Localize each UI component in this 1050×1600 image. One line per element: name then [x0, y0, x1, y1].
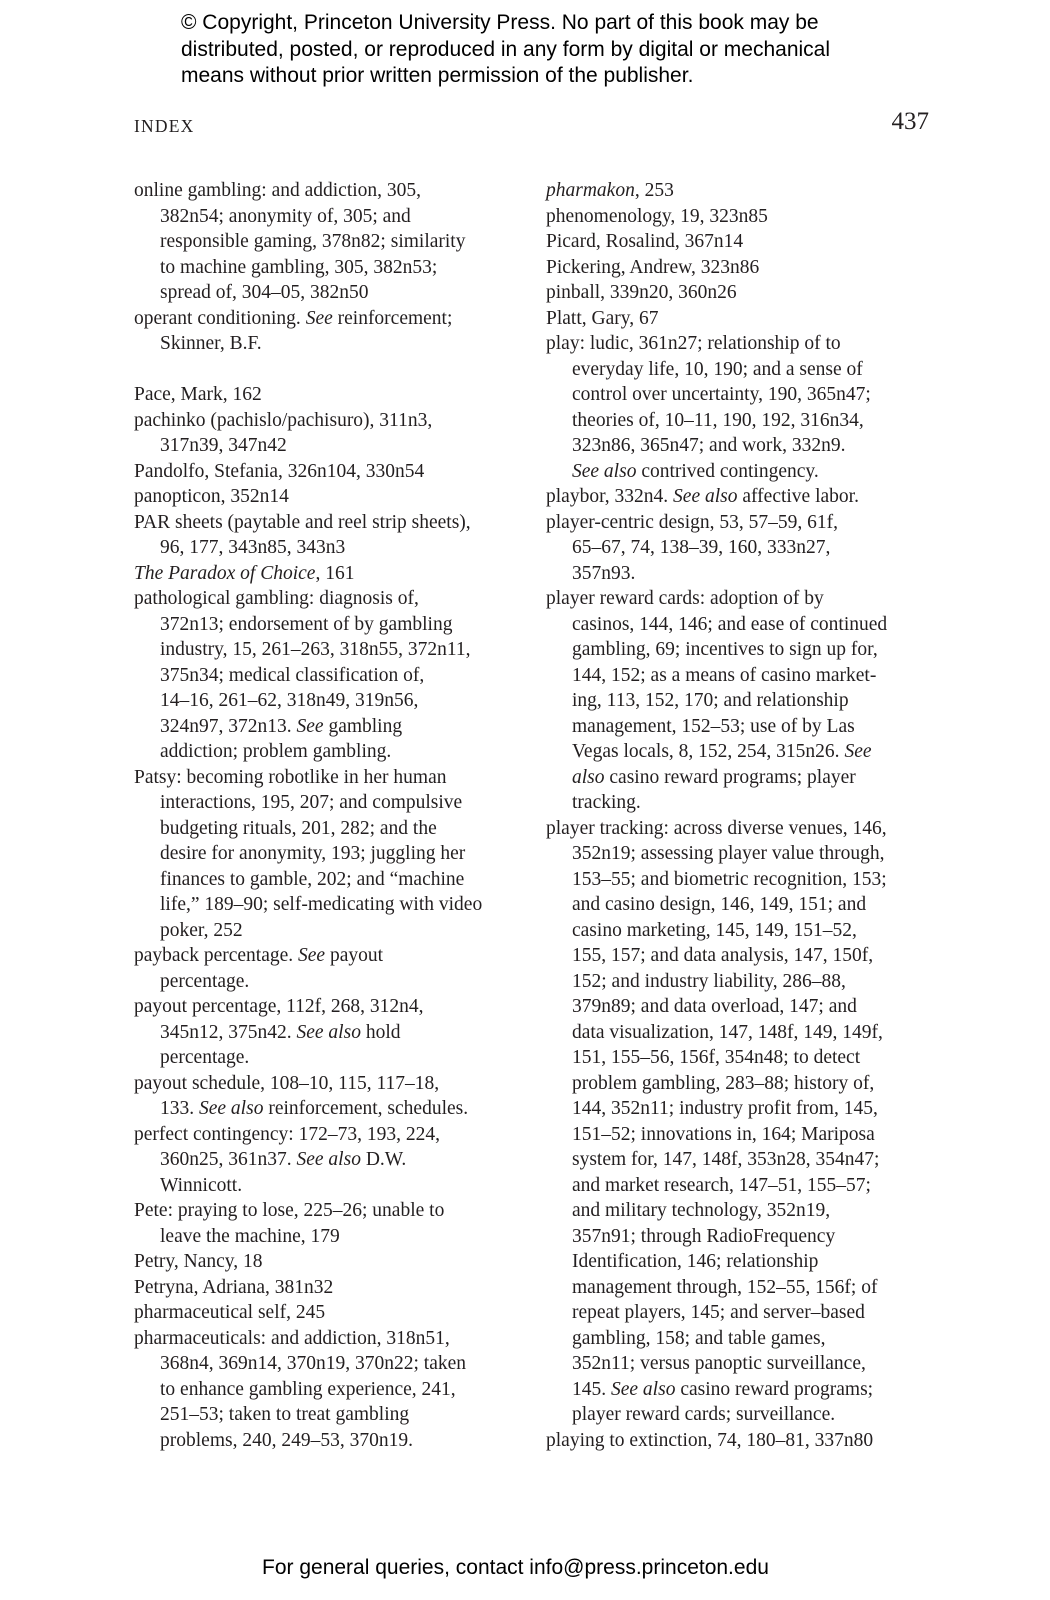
index-entry-continuation: percentage. — [160, 1047, 250, 1068]
index-entry-continuation: data visualization, 147, 148f, 149, 149f, — [572, 1021, 883, 1043]
index-entry-continuation: also casino reward programs; player — [572, 766, 856, 788]
index-entry: Petryna, Adriana, 381n32 — [134, 1276, 334, 1298]
index-entry: payout schedule, 108–10, 115, 117–18, — [134, 1072, 440, 1094]
index-entry-continuation: casinos, 144, 146; and ease of continued — [572, 613, 888, 635]
index-entry-continuation: gambling, 158; and table games, — [572, 1327, 826, 1349]
index-entry: payout percentage, 112f, 268, 312n4, — [134, 996, 424, 1017]
index-entry: Platt, Gary, 67 — [546, 307, 659, 329]
index-entry-continuation: 155, 157; and data analysis, 147, 150f, — [572, 945, 874, 966]
index-entry-continuation: 323n86, 365n47; and work, 332n9. — [572, 435, 846, 456]
index-entry-continuation: 345n12, 375n42. See also hold — [160, 1021, 401, 1043]
column-gap — [134, 357, 534, 383]
index-entry: The Paradox of Choice, 161 — [134, 562, 355, 584]
index-entry-continuation: 152; and industry liability, 286–88, — [572, 970, 846, 992]
index-entry-continuation: management, 152–53; use of by Las — [572, 715, 855, 737]
index-entry-continuation: interactions, 195, 207; and compulsive — [160, 792, 463, 813]
index-entry-continuation: everyday life, 10, 190; and a sense of — [572, 358, 863, 380]
index-entry-continuation: management through, 152–55, 156f; of — [572, 1276, 878, 1298]
index-entry-continuation: 317n39, 347n42 — [160, 435, 287, 456]
index-entry-continuation: 153–55; and biometric recognition, 153; — [572, 868, 887, 890]
index-entry-continuation: 96, 177, 343n85, 343n3 — [160, 537, 346, 558]
index-entry-continuation: 144, 352n11; industry profit from, 145, — [572, 1098, 878, 1119]
index-entry-continuation: 379n89; and data overload, 147; and — [572, 996, 857, 1017]
index-entry: Pandolfo, Stefania, 326n104, 330n54 — [134, 460, 425, 482]
index-entry: pharmaceutical self, 245 — [134, 1302, 326, 1323]
index-entry-continuation: 133. See also reinforcement, schedules. — [160, 1098, 469, 1119]
index-entry-continuation: and military technology, 352n19, — [572, 1200, 831, 1221]
index-entry: Petry, Nancy, 18 — [134, 1251, 263, 1272]
index-entry-continuation: gambling, 69; incentives to sign up for, — [572, 639, 878, 660]
index-entry: Pete: praying to lose, 225–26; unable to — [134, 1200, 445, 1221]
index-entry-continuation: Winnicott. — [160, 1174, 243, 1196]
index-entry-continuation: casino marketing, 145, 149, 151–52, — [572, 919, 857, 941]
index-entry-continuation: tracking. — [572, 792, 641, 813]
index-entry: player reward cards: adoption of by — [546, 588, 824, 609]
index-entry: Picard, Rosalind, 367n14 — [546, 231, 744, 252]
index-entry-continuation: and market research, 147–51, 155–57; — [572, 1174, 871, 1196]
index-entry: pathological gambling: diagnosis of, — [134, 588, 419, 609]
index-entry: pharmakon, 253 — [546, 180, 674, 201]
index-column-left — [134, 178, 534, 1453]
index-entry-continuation: Skinner, B.F. — [160, 333, 262, 354]
index-entry-continuation: control over uncertainty, 190, 365n47; — [572, 384, 871, 405]
index-entry-continuation: problems, 240, 249–53, 370n19. — [160, 1429, 413, 1451]
index-entry-continuation: system for, 147, 148f, 353n28, 354n47; — [572, 1149, 880, 1170]
index-entry-continuation: Identification, 146; relationship — [572, 1251, 819, 1272]
index-entry: phenomenology, 19, 323n85 — [546, 205, 768, 227]
index-entry-continuation: theories of, 10–11, 190, 192, 316n34, — [572, 409, 864, 431]
index-entry-continuation: life,” 189–90; self-medicating with video — [160, 894, 483, 915]
index-entry: pinball, 339n20, 360n26 — [546, 282, 737, 303]
index-entry-continuation: 372n13; endorsement of by gambling — [160, 613, 453, 635]
index-entry-continuation: responsible gaming, 378n82; similarity — [160, 231, 466, 252]
index-entry: perfect contingency: 172–73, 193, 224, — [134, 1123, 440, 1145]
index-entry-continuation: Vegas locals, 8, 152, 254, 315n26. See — [572, 741, 872, 762]
footer-contact: For general queries, contact info@press.princeton.edu — [262, 1556, 769, 1579]
index-entry-continuation: 375n34; medical classification of, — [160, 664, 425, 686]
page-number: 437 — [891, 108, 929, 135]
index-entry-continuation: to machine gambling, 305, 382n53; — [160, 256, 438, 278]
index-entry: PAR sheets (paytable and reel strip sheets), — [134, 511, 471, 533]
index-entry-continuation: addiction; problem gambling. — [160, 741, 392, 762]
index-entry: player-centric design, 53, 57–59, 61f, — [546, 511, 839, 533]
copyright-notice — [181, 10, 941, 90]
index-entry: Pace, Mark, 162 — [134, 384, 262, 405]
index-entry-continuation: spread of, 304–05, 382n50 — [160, 282, 369, 303]
index-entry: Patsy: becoming robotlike in her human — [134, 766, 447, 788]
index-entry-continuation: 357n91; through RadioFrequency — [572, 1225, 836, 1247]
index-entry-continuation: finances to gamble, 202; and “machine — [160, 868, 465, 890]
index-entry-continuation: 382n54; anonymity of, 305; and — [160, 205, 411, 227]
index-entry: online gambling: and addiction, 305, — [134, 180, 422, 201]
index-entry-continuation: 357n93. — [572, 562, 636, 584]
index-column-right — [546, 178, 941, 1453]
copyright-line: distributed, posted, or reproduced in any form by digital or mechanical — [181, 37, 831, 61]
index-entry-continuation: 352n19; assessing player value through, — [572, 843, 885, 864]
copyright-line: © Copyright, Princeton University Press. No part of this book may be — [181, 11, 819, 34]
index-entry: Pickering, Andrew, 323n86 — [546, 256, 760, 278]
index-entry-continuation: 352n11; versus panoptic surveillance, — [572, 1353, 866, 1374]
index-entry-continuation: 360n25, 361n37. See also D.W. — [160, 1149, 407, 1170]
index-entry: playing to extinction, 74, 180–81, 337n80 — [546, 1429, 874, 1451]
index-entry-continuation: repeat players, 145; and server–based — [572, 1302, 865, 1323]
index-entry-continuation: budgeting rituals, 201, 282; and the — [160, 817, 437, 839]
index-entry-continuation: 151, 155–56, 156f, 354n48; to detect — [572, 1047, 861, 1068]
index-entry-continuation: to enhance gambling experience, 241, — [160, 1378, 456, 1400]
copyright-line: means without prior written permission of the publisher. — [181, 64, 694, 87]
index-entry-continuation: industry, 15, 261–263, 318n55, 372n11, — [160, 639, 471, 660]
index-entry: player tracking: across diverse venues, 146, — [546, 817, 887, 839]
index-entry-continuation: leave the machine, 179 — [160, 1225, 340, 1247]
index-entry: pachinko (pachislo/pachisuro), 311n3, — [134, 409, 433, 431]
index-entry-continuation: 14–16, 261–62, 318n49, 319n56, — [160, 690, 419, 711]
index-entry-continuation: and casino design, 146, 149, 151; and — [572, 894, 867, 915]
index-entry-continuation: player reward cards; surveillance. — [572, 1404, 836, 1425]
index-entry-continuation: 65–67, 74, 138–39, 160, 333n27, — [572, 537, 831, 558]
index-entry-continuation: See also contrived contingency. — [572, 460, 819, 482]
index-entry: operant conditioning. See reinforcement; — [134, 307, 453, 329]
index-entry-continuation: 145. See also casino reward programs; — [572, 1378, 874, 1400]
index-entry-continuation: 151–52; innovations in, 164; Mariposa — [572, 1123, 875, 1145]
index-entry-continuation: problem gambling, 283–88; history of, — [572, 1072, 875, 1094]
index-entry-continuation: percentage. — [160, 970, 250, 992]
index-entry-continuation: 368n4, 369n14, 370n19, 370n22; taken — [160, 1353, 467, 1374]
index-entry-continuation: poker, 252 — [160, 919, 243, 941]
index-entry: payback percentage. See payout — [134, 945, 384, 966]
index-entry: panopticon, 352n14 — [134, 486, 289, 507]
index-entry: pharmaceuticals: and addiction, 318n51, — [134, 1327, 450, 1349]
index-entry: play: ludic, 361n27; relationship of to — [546, 333, 841, 354]
index-entry-continuation: desire for anonymity, 193; juggling her — [160, 843, 466, 864]
index-entry: playbor, 332n4. See also affective labor. — [546, 486, 859, 507]
index-entry-continuation: ing, 113, 152, 170; and relationship — [572, 690, 849, 711]
index-entry-continuation: 144, 152; as a means of casino market- — [572, 664, 877, 686]
index-entry-continuation: 324n97, 372n13. See gambling — [160, 715, 403, 737]
running-head: INDEX — [134, 116, 195, 136]
index-entry-continuation: 251–53; taken to treat gambling — [160, 1404, 410, 1425]
